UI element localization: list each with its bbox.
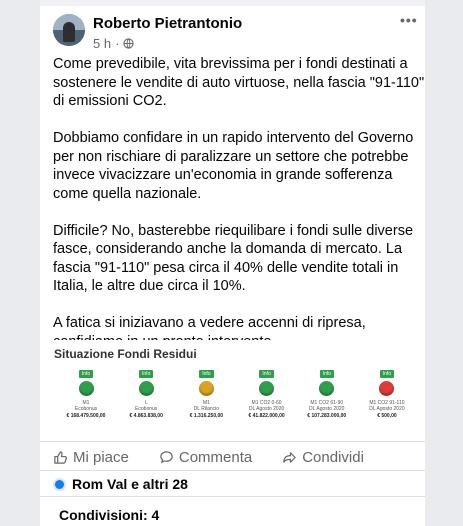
avatar-person — [63, 22, 75, 42]
status-light — [199, 381, 214, 396]
avatar[interactable] — [53, 14, 85, 46]
divider — [40, 496, 425, 497]
share-icon — [282, 450, 297, 465]
fondo-amount: € 41.822.000,00 — [248, 413, 285, 419]
post-time[interactable]: 5 h — [93, 36, 112, 51]
share-label: Condividi — [302, 448, 364, 466]
fondo-amount: € 107.283.000,00 — [307, 413, 347, 419]
like-label: Mi piace — [73, 448, 129, 466]
shares-count[interactable]: Condivisioni: 4 — [59, 507, 160, 523]
info-badge: Info — [199, 370, 213, 378]
comment-button[interactable] — [159, 447, 252, 467]
post-paragraph: Dobbiamo confidare in un rapido intervento del Governo per non rischiare di paralizzare un settore che potrebbe invece vivacizzare un'economia in grande sofferenza come quella nazionale. — [53, 130, 414, 202]
post-meta — [93, 36, 134, 51]
fondo-item — [57, 370, 115, 440]
status-light — [79, 381, 94, 396]
fondo-sublabel: Ecobonus — [135, 406, 158, 412]
fondo-amount: € 168.479.500,00 — [66, 413, 106, 419]
fondo-item — [117, 370, 175, 440]
fondo-label: L — [144, 400, 148, 406]
fondo-sublabel: DL Agosto 2020 — [309, 406, 345, 412]
status-light — [259, 381, 274, 396]
post-paragraph: Difficile? No, basterebbe riequilibare i fondi sulle diverse fasce, considerando anche la domanda di mercato. La fascia "91-110" pesa circa il 40% delle vendite totali in Italia, le altre due circa il 10%. — [53, 222, 414, 294]
share-button[interactable] — [282, 447, 364, 467]
author-name[interactable]: Roberto Pietrantonio — [93, 15, 243, 32]
fondo-sublabel: DL Agosto 2020 — [248, 406, 285, 412]
divider — [40, 470, 425, 471]
meta-separator: · — [115, 36, 120, 51]
fondo-sublabel: Ecobonus — [74, 406, 98, 412]
fondo-amount: € 500,00 — [377, 413, 397, 419]
fondi-image[interactable] — [53, 340, 420, 440]
fondo-amount: € 1.316.250,00 — [189, 413, 224, 419]
fondo-label: M1 CO2 91-110 — [369, 400, 405, 406]
status-light — [379, 381, 394, 396]
info-badge: Info — [320, 370, 334, 378]
fondo-item — [358, 370, 416, 440]
action-bar — [53, 447, 420, 467]
fondo-label: M1 CO2 61-90 — [310, 400, 344, 406]
like-button[interactable] — [53, 447, 129, 467]
fondo-item — [177, 370, 235, 440]
comment-label: Commenta — [178, 448, 253, 466]
more-options-icon[interactable]: ••• — [400, 12, 418, 28]
info-badge: Info — [79, 370, 93, 378]
divider — [40, 441, 425, 442]
reactions-text: Rom Val e altri 28 — [72, 476, 188, 492]
status-light — [139, 381, 154, 396]
fondo-sublabel: DL Rilancio — [193, 406, 220, 412]
fondo-item — [298, 370, 356, 440]
post-paragraph: A fatica si iniziavano a vedere accenni di ripresa, — [53, 315, 366, 331]
post-text — [53, 55, 425, 370]
fondo-label: M1 — [202, 400, 210, 406]
info-badge: Info — [380, 370, 394, 378]
fondi-row — [53, 370, 420, 440]
status-light — [319, 381, 334, 396]
globe-icon — [123, 38, 134, 49]
fondo-item — [238, 370, 296, 440]
top-bar — [40, 0, 425, 6]
fondo-label: M1 — [82, 400, 90, 406]
comment-icon — [159, 450, 174, 465]
fondo-label: M1 CO2 0-60 — [251, 400, 282, 406]
info-badge: Info — [259, 370, 273, 378]
thumbs-up-icon — [53, 450, 68, 465]
like-reaction-icon — [53, 478, 66, 491]
info-badge: Info — [139, 370, 153, 378]
fondo-sublabel: DL Agosto 2020 — [369, 406, 405, 412]
post-paragraph: Come prevedibile, vita brevissima per i fondi destinati a sostenere le vendite di auto virtuose, nella fascia "91-110" di emissioni CO2. — [53, 56, 425, 109]
fondo-amount: € 4.863.838,00 — [129, 413, 163, 419]
fondi-title: Situazione Fondi Residui — [54, 347, 197, 361]
reactions-summary[interactable] — [53, 476, 188, 492]
